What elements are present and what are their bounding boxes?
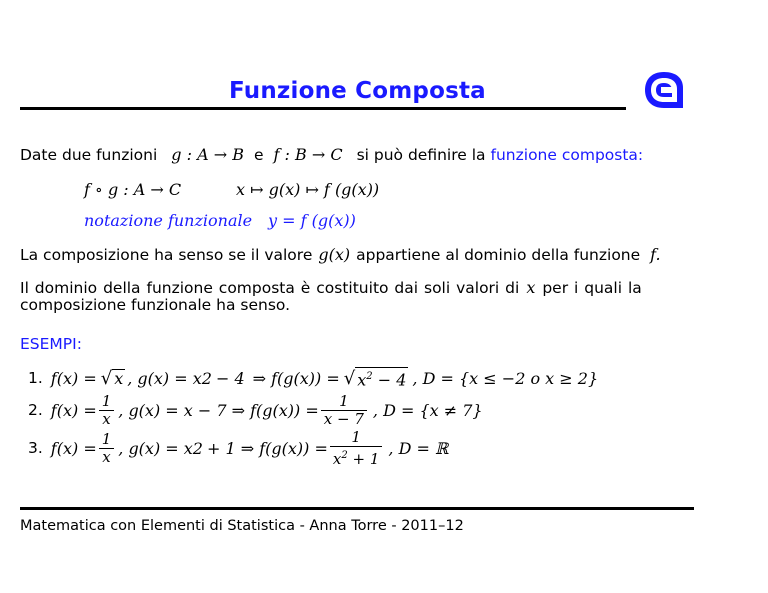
- institution-logo-icon: [643, 70, 685, 110]
- example-3-result-den-exp: 2: [341, 449, 348, 461]
- example-2-f-numerator: 1: [101, 391, 112, 410]
- composition-rhs: x ↦ g(x) ↦ f (g(x)): [236, 180, 380, 199]
- example-3-f-numerator: 1: [101, 429, 112, 448]
- example-2-f-fraction: [99, 393, 115, 428]
- example-2-number: 2.: [28, 401, 43, 419]
- slide-title: Funzione Composta: [229, 78, 486, 104]
- example-1-g-tail: − 4: [215, 368, 245, 388]
- paragraph-1: [20, 245, 661, 264]
- example-1-g: , g(x) = x: [127, 368, 202, 388]
- intro-math-f: f : B → C: [273, 145, 343, 164]
- example-3-result-den-tail: + 1: [352, 449, 380, 468]
- examples-heading: ESEMPI:: [20, 335, 82, 353]
- example-3-number: 3.: [28, 439, 43, 457]
- example-3-result-den-base: x: [332, 449, 342, 468]
- intro-line: [20, 145, 643, 164]
- paragraph-2-line-1: [20, 278, 642, 297]
- example-3-f-denominator: x: [99, 448, 113, 466]
- example-3-result-denominator: [330, 446, 383, 468]
- example-1-f-radicand: x: [114, 368, 124, 388]
- example-2-f-denominator: x: [99, 410, 113, 428]
- paragraph-2-line-2: composizione funzionale ha senso.: [20, 296, 291, 314]
- footer-rule: [20, 507, 694, 510]
- example-2-result-numerator: 1: [339, 391, 349, 410]
- example-3-g: , g(x) = x: [118, 438, 193, 458]
- paragraph-2-text-b: per i quali la: [542, 278, 642, 297]
- example-2-result-fraction: [321, 393, 367, 428]
- example-1-arrow: ⇒ f(g(x)) =: [252, 368, 340, 388]
- example-1: [28, 366, 598, 390]
- example-3-domain: , D = ℝ: [388, 438, 449, 458]
- example-2-result-denominator: x − 7: [321, 410, 367, 428]
- example-3-f: f(x) =: [50, 438, 97, 458]
- footer-text: Matematica con Elementi di Statistica - Anna Torre - 2011–12: [20, 518, 464, 534]
- example-3-f-fraction: [99, 431, 115, 466]
- intro-text-1: Date due funzioni: [20, 145, 158, 164]
- example-1-f: f(x) =: [50, 368, 97, 388]
- title-rule: [20, 107, 626, 110]
- example-1-domain: , D = {x ≤ −2 o x ≥ 2}: [412, 368, 599, 388]
- example-2-domain: , D = {x ≠ 7}: [372, 400, 483, 420]
- paragraph-1-math-f: f.: [650, 245, 661, 264]
- paragraph-1-text-a: La composizione ha senso se il valore: [20, 245, 313, 264]
- example-2: [28, 392, 483, 428]
- paragraph-1-text-b: appartiene al dominio della funzione: [356, 245, 641, 264]
- example-1-result-base: x: [357, 370, 367, 390]
- paragraph-2-math-x: x: [526, 278, 536, 297]
- example-2-f: f(x) =: [50, 400, 97, 420]
- paragraph-1-math-gx: g(x): [318, 245, 351, 264]
- example-1-result-exp: 2: [366, 370, 373, 382]
- example-1-g-exp: 2: [201, 368, 212, 388]
- intro-highlight: funzione composta:: [490, 145, 644, 164]
- example-3-result-fraction: [330, 429, 383, 468]
- example-1-result-tail: − 4: [377, 370, 407, 390]
- composition-lhs: f ∘ g : A → C: [84, 180, 182, 199]
- example-1-number: 1.: [28, 369, 43, 387]
- example-2-g: , g(x) = x − 7 ⇒ f(g(x)) =: [118, 400, 319, 420]
- intro-text-2: si può definire la: [356, 145, 486, 164]
- example-3-g-exp: 2: [192, 438, 203, 458]
- intro-text-e: e: [253, 145, 264, 164]
- example-3: [28, 427, 449, 468]
- example-3-g-tail: + 1 ⇒ f(g(x)) =: [206, 438, 328, 458]
- notation-label: notazione funzionale: [84, 211, 253, 230]
- sqrt-icon: √: [100, 367, 113, 389]
- example-1-result-radicand: [355, 367, 408, 389]
- notation-formula: y = f (g(x)): [268, 211, 356, 230]
- example-3-result-numerator: 1: [351, 427, 361, 446]
- paragraph-2-text-a: Il dominio della funzione composta è costituito dai soli valori di: [20, 278, 520, 297]
- intro-math-g: g : A → B: [171, 145, 244, 164]
- sqrt-icon: √: [343, 367, 356, 389]
